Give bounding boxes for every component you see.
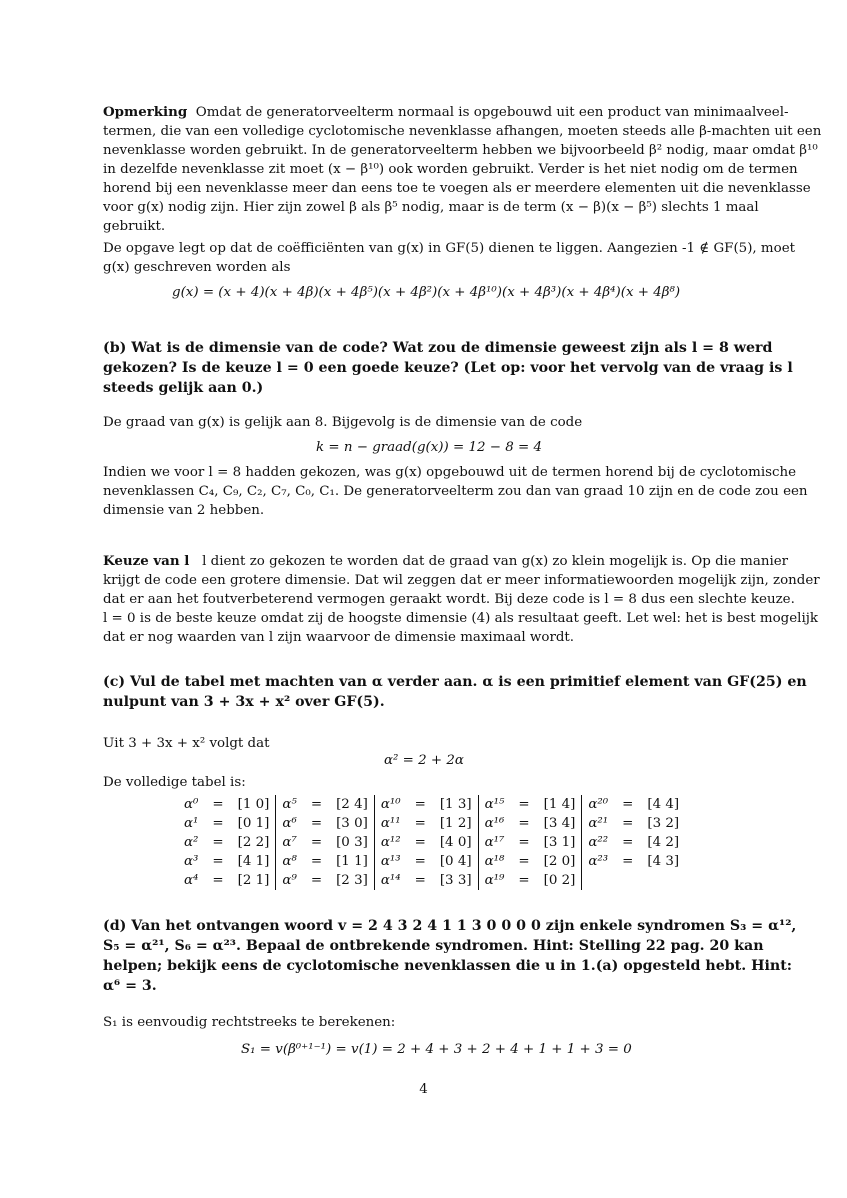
choice-l-line: krijgt de code een grotere dimensie. Dat wil zeggen dat er meer informatiewoorden mogelijk zijn, zonder [103, 573, 820, 588]
equals-cell: = [414, 873, 426, 888]
vector-cell: [0 3] [332, 833, 374, 852]
answer-b-paragraph [103, 463, 808, 520]
question-d-line: (d) Van het ontvangen woord v = 2 4 3 2 4 1 1 3 0 0 0 0 zijn enkele syndromen S₃ = α¹², [103, 918, 797, 934]
question-c [103, 672, 807, 712]
alpha-power-cell: α²¹ [588, 816, 609, 831]
vector-cell: [4 1] [234, 852, 276, 871]
remark-line: in dezelfde nevenklasse zit moet (x − β¹⁰) ook worden gebruikt. Verder is het niet nodig om de termen [103, 162, 798, 177]
answer-c-line: Uit 3 + 3x + x² volgt dat [103, 736, 270, 751]
remark-line: nevenklasse worden gebruikt. In de generatorveelterm hebben we bijvoorbeeld β² nodig, maar omdat β¹⁰ [103, 143, 818, 158]
equals-cell: = [414, 816, 426, 831]
alpha-power-cell: α⁴ [184, 873, 199, 888]
alpha-power-cell: α¹³ [380, 854, 401, 869]
equals-cell: = [212, 816, 224, 831]
generator-polynomial-equation: g(x) = (x + 4)(x + 4β)(x + 4β⁵)(x + 4β²)(x + 4β¹⁰)(x + 4β³)(x + 4β⁴)(x + 4β⁸) [172, 285, 681, 300]
equals-cell: = [414, 835, 426, 850]
equals-cell: = [310, 797, 323, 812]
remark-line: termen, die van een volledige cyclotomische nevenklasse afhangen, moeten steeds alle β-machten uit een [103, 124, 822, 139]
alpha-power-cell: α¹¹ [380, 816, 401, 831]
equals-cell: = [212, 797, 224, 812]
vector-cell: [0 2] [540, 871, 582, 890]
remark-line: gebruikt. [103, 219, 166, 234]
alpha-squared-equation: α² = 2 + 2α [384, 753, 464, 768]
equals-cell: = [310, 816, 323, 831]
equals-cell: = [310, 835, 323, 850]
equals-cell: = [622, 854, 634, 869]
alpha-power-cell: α¹⁷ [484, 835, 505, 850]
remark-paragraph [103, 103, 822, 236]
page-number: 4 [419, 1082, 428, 1097]
answer-c-table-intro [103, 773, 745, 792]
alpha-power-cell: α¹⁸ [484, 854, 505, 869]
remark-line: Omdat de generatorveelterm normaal is opgebouwd uit een product van minimaalveel- [195, 105, 789, 120]
alpha-power-cell: α²³ [588, 854, 609, 869]
question-b-line: gekozen? Is de keuze l = 0 een goede keuze? (Let op: voor het vervolg van de vraag is l [103, 360, 793, 376]
equals-cell: = [518, 873, 530, 888]
equals-cell: = [414, 797, 426, 812]
alpha-power-cell: α¹⁰ [380, 797, 401, 812]
remark-line: horend bij een nevenklasse meer dan eens toe te voegen als er meerdere elementen uit die nevenklasse [103, 181, 811, 196]
vector-cell: [4 2] [647, 835, 680, 850]
vector-cell: [3 1] [540, 833, 582, 852]
alpha-power-cell: α⁷ [282, 835, 297, 850]
vector-cell: [4 0] [436, 833, 478, 852]
alpha-power-table [178, 795, 685, 890]
remark-line: voor g(x) nodig zijn. Hier zijn zowel β als β⁵ nodig, maar is de term (x − β)(x − β⁵) slechts 1 maal [103, 200, 759, 215]
vector-cell: [1 1] [332, 852, 374, 871]
alpha-power-cell: α⁵ [282, 797, 297, 812]
alpha-power-cell [582, 871, 612, 890]
alpha-power-cell: α⁰ [184, 797, 199, 812]
equals-cell: = [518, 835, 530, 850]
choice-l-line: dat er aan het foutverbeterend vermogen geraakt wordt. Bij deze code is l = 8 dus een slechte keuze. [103, 592, 795, 607]
alpha-power-cell: α² [184, 835, 199, 850]
answer-b-line: Indien we voor l = 8 hadden gekozen, was g(x) opgebouwd uit de termen horend bij de cyclotomische [103, 465, 797, 480]
answer-b-line: De graad van g(x) is gelijk aan 8. Bijgevolg is de dimensie van de code [103, 415, 583, 430]
alpha-power-cell: α²⁰ [588, 797, 609, 812]
alpha-power-cell: α¹⁵ [484, 797, 505, 812]
alpha-power-cell: α⁸ [282, 854, 297, 869]
alpha-power-cell: α¹² [380, 835, 401, 850]
vector-cell: [2 3] [332, 871, 374, 890]
vector-cell: [2 2] [234, 833, 276, 852]
alpha-power-cell: α¹⁹ [484, 873, 505, 888]
table-row [178, 814, 685, 833]
alpha-power-cell: α²² [588, 835, 609, 850]
question-c-line: nulpunt van 3 + 3x + x² over GF(5). [103, 694, 385, 710]
question-b-line: steeds gelijk aan 0.) [103, 380, 264, 396]
equals-cell: = [414, 854, 426, 869]
equals-cell: = [518, 854, 530, 869]
table-row [178, 833, 685, 852]
gf-line: De opgave legt op dat de coëfficiënten van g(x) in GF(5) dienen te liggen. Aangezien -1 ∉ GF(5), moet [103, 241, 795, 256]
vector-cell: [1 0] [234, 795, 276, 814]
alpha-power-cell: α¹ [184, 816, 199, 831]
equals-cell: = [518, 797, 530, 812]
vector-cell: [2 4] [332, 795, 374, 814]
answer-d-intro [103, 1013, 745, 1032]
question-b [103, 338, 793, 398]
vector-cell: [1 3] [436, 795, 478, 814]
vector-cell: [1 2] [436, 814, 478, 833]
equals-cell [612, 871, 643, 890]
vector-cell: [2 1] [234, 871, 276, 890]
vector-cell: [2 0] [540, 852, 582, 871]
alpha-power-cell: α⁶ [282, 816, 297, 831]
alpha-power-cell: α³ [184, 854, 199, 869]
vector-cell: [4 3] [647, 854, 680, 869]
question-d-line: helpen; bekijk eens de cyclotomische nevenklassen die u in 1.(a) opgesteld hebt. Hint: [103, 958, 792, 974]
choice-l-line: l dient zo gekozen te worden dat de graad van g(x) zo klein mogelijk is. Op die manier [202, 554, 789, 569]
gf-line: g(x) geschreven worden als [103, 260, 291, 275]
question-d-line: α⁶ = 3. [103, 978, 157, 994]
vector-cell: [0 4] [436, 852, 478, 871]
alpha-power-cell: α¹⁶ [484, 816, 505, 831]
vector-cell: [3 2] [647, 816, 680, 831]
table-row [178, 852, 685, 871]
equals-cell: = [212, 873, 224, 888]
answer-b-line: nevenklassen C₄, C₉, C₂, C₇, C₀, C₁. De generatorveelterm zou dan van graad 10 zijn en de code zou een [103, 484, 808, 499]
vector-cell: [1 4] [540, 795, 582, 814]
choice-l-line: dat er nog waarden van l zijn waarvoor de dimensie maximaal wordt. [103, 630, 575, 645]
remark-heading: Opmerking [103, 104, 188, 120]
equals-cell: = [212, 835, 224, 850]
alpha-power-cell: α¹⁴ [380, 873, 401, 888]
choice-l-paragraph [103, 552, 820, 647]
vector-cell: [3 3] [436, 871, 478, 890]
question-d-line: S₅ = α²¹, S₆ = α²³. Bepaal de ontbrekende syndromen. Hint: Stelling 22 pag. 20 kan [103, 938, 764, 954]
question-b-line: (b) Wat is de dimensie van de code? Wat zou de dimensie geweest zijn als l = 8 werd [103, 340, 773, 356]
answer-c-line: De volledige tabel is: [103, 775, 246, 790]
alpha-power-cell: α⁹ [282, 873, 297, 888]
choice-l-heading: Keuze van l [103, 553, 190, 569]
answer-d-line: S₁ is eenvoudig rechtstreeks te berekenen: [103, 1015, 396, 1030]
vector-cell: [0 1] [234, 814, 276, 833]
table-row [178, 871, 685, 890]
equals-cell: = [518, 816, 530, 831]
table-row [178, 795, 685, 814]
equals-cell: = [622, 797, 634, 812]
vector-cell [643, 871, 685, 890]
choice-l-line: l = 0 is de beste keuze omdat zij de hoogste dimensie (4) als resultaat geeft. Let wel: het is best mogelijk [103, 611, 818, 626]
equals-cell: = [310, 854, 323, 869]
vector-cell: [4 4] [647, 797, 680, 812]
answer-b-intro [103, 413, 745, 432]
vector-cell: [3 4] [540, 814, 582, 833]
dimension-equation: k = n − graad(g(x)) = 12 − 8 = 4 [316, 440, 543, 455]
equals-cell: = [622, 835, 634, 850]
answer-b-line: dimensie van 2 hebben. [103, 503, 265, 518]
equals-cell: = [622, 816, 634, 831]
syndrome-s1-equation: S₁ = v(β⁰⁺¹⁻¹) = v(1) = 2 + 4 + 3 + 2 + 4 + 1 + 1 + 3 = 0 [241, 1042, 632, 1057]
question-c-line: (c) Vul de tabel met machten van α verder aan. α is een primitief element van GF(25) en [103, 674, 807, 690]
equals-cell: = [212, 854, 224, 869]
question-d [103, 916, 797, 996]
gf-paragraph [103, 239, 795, 277]
equals-cell: = [310, 873, 323, 888]
vector-cell: [3 0] [332, 814, 374, 833]
